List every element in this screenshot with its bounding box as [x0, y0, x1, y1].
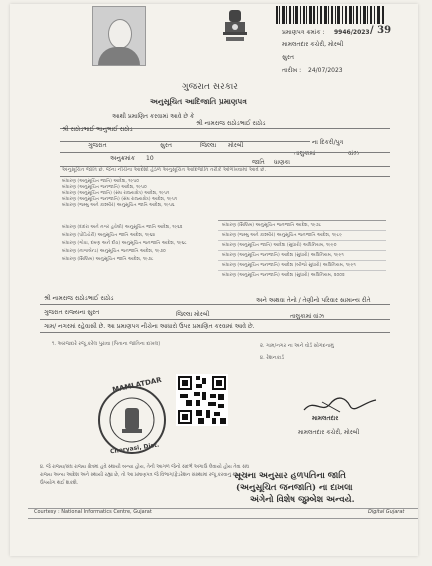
residence-district: જિલ્લા મોરબી — [176, 311, 210, 318]
order-item: બંધારણ (સિક્કિમ) અનુસૂચિત જનજાતિ આદેશ, ૧૯૭૮ — [222, 223, 322, 228]
serial-label: અનુક્રમાંક — [110, 155, 135, 162]
certificate-no: 9946/2023 — [334, 29, 370, 36]
issue-date: 24/07/2023 — [308, 67, 343, 74]
residence-state: ગુજરાત રાજ્યના સુરત — [44, 309, 100, 316]
footer-courtesy: Courtesy : National Informatics Centre, Gujarat — [34, 509, 152, 515]
taluka-label: તાલુકામાં — [294, 150, 316, 157]
page-mark: / 39 — [370, 25, 392, 36]
footnote-line: ઉપયોગ થઈ શકશે. — [40, 481, 79, 486]
order-item: બંધારણ (અનુસૂચિત જનજાતિ) આદેશ (સુધારો) અધિનિયમ, ૧૯૯૧ — [222, 253, 344, 258]
residence-taluka: તાલુકામાં વાંઝ — [290, 313, 325, 320]
order-note: અનુસૂચિત જાતિ છે. જેના નીચેના આદેશો હેઠળ અનુસૂચિત આદિજાતિ તરીકે ઓળખવામાં આવે છે. — [62, 167, 267, 173]
order-item: બંધારણ (ગોવા, દમણ અને દીવ) અનુસૂચિત જનજાતિ આદેશ, ૧૯૬૮ — [62, 241, 187, 246]
stamped-note: સૂચના અનુસાર હળપતિના જાતિ — [234, 471, 346, 481]
serial-field: 10 — [146, 155, 154, 162]
intro-text: આથી પ્રમાણિત કરવામાં આવે છે કે — [112, 113, 195, 120]
relative-name: શ્રી નામરાજ રાઠોડભાઈ રાઠોડ — [44, 295, 114, 302]
order-item: બંધારણ (પોંડિચેરી) અનુસૂચિત જાતિ આદેશ, ૧૯૬૪ — [62, 233, 156, 238]
order-item: બંધારણ (અનુસૂચિત જનજાતિ) આદેશ, ૧૯૫૦ — [62, 185, 147, 190]
office-name: મામલતદાર કચેરી, મોરબી — [282, 41, 344, 48]
relation-suffix: ના દિકરી/પુત્ર — [312, 139, 344, 146]
national-emblem-icon — [220, 8, 250, 44]
community-field: ધાણકા — [274, 159, 291, 166]
order-item: બંધારણ (નાગાલેન્ડ) અનુસૂચિત જનજાતિ આદેશ, ૧૯૭૦ — [62, 249, 166, 254]
stamped-note: અંગેનો વિશેષ જુમ્બેશ અન્વયે. — [250, 495, 355, 505]
rule — [60, 152, 390, 153]
basis-item: ૪. રેશનકાર્ડ — [260, 355, 284, 361]
table-rule — [218, 230, 386, 231]
district-label: જિલ્લા — [200, 142, 217, 149]
community-label: જાતિ — [252, 159, 265, 166]
order-item: બંધારણ (અનુસૂચિત જાતિ) આદેશ (સુધારો) અધિનિયમ, ૧૯૯૦ — [222, 243, 337, 248]
district-field: મોરબી — [228, 142, 244, 149]
state-field: ગુજરાત — [88, 142, 107, 149]
signatory-office: મામલતદાર કચેરી, મોરબી — [298, 429, 360, 436]
table-rule — [218, 270, 386, 271]
rule — [40, 319, 390, 320]
order-item: બંધારણ (અનુસૂચિત જનજાતિ) આદેશ (સુધારો) અધિનિયમ, ૨૦૦૨ — [222, 273, 345, 278]
applicant-name: શ્રી રાઠોડભાઈ ભાનુભાઈ રાઠોડ — [62, 126, 133, 133]
certificate-heading: અનુસૂચિત આદિજાતિ પ્રમાણપત્ર — [150, 97, 247, 106]
order-item: બંધારણ (અનુસૂચિત જાતિ) આદેશ, ૧૯૫૦ — [62, 179, 140, 184]
rule — [60, 176, 390, 177]
applicant-face — [108, 19, 132, 49]
footnote-line: ૪. જે રાજ્ય/સંઘ રાજ્ય ક્ષેત્રમાં હવે સ્થાયી બન્યા હોય, તેની આગળ જેનો સંદર્ભ અગાઉ લેવાયો હોય તેવા સંઘ — [40, 465, 250, 470]
order-item: બંધારણ (અનુસૂચિત જનજાતિ) (સંઘ રાજ્યક્ષેત્ર) આદેશ, ૧૯૫૧ — [62, 197, 178, 202]
rule — [40, 304, 390, 305]
footnote-line: રાજ્ય અન્ય આદેશ અને સ્થાયી રહ્યા છે, તો આ પ્રમાણપત્ર જે વિભાગ/ફેડરેશન સંસ્થામાં રજૂ કરવાનું થાય ત્યાં — [40, 473, 250, 478]
table-rule — [218, 250, 386, 251]
residence-note: ગામ/ નગરમાં રહેવાસી છે. આ પ્રમાણપત્ર નીચેના આધારો ઉપર પ્રમાણિત કરવામાં આવે છે. — [44, 323, 255, 330]
order-item: બંધારણ (અનુસૂચિત જનજાતિ) આદેશ (બીજો સુધારો) અધિનિયમ, ૧૯૯૧ — [222, 263, 356, 268]
applicant-shoulders — [98, 47, 140, 65]
stamp-bottom-text: Choryasi, Dist. — [109, 441, 160, 456]
rule — [40, 332, 390, 333]
place-field: સુરત — [160, 142, 172, 149]
table-rule — [218, 240, 386, 241]
basis-item: ૨. ગામ/નગર ના અને વોર્ડ સોગંદનામું — [260, 343, 334, 349]
signatory-designation: મામલતદાર — [312, 415, 339, 422]
certificate-no-label: પ્રમાણપત્ર ક્રમાંક : — [282, 29, 325, 36]
order-item: બંધારણ (જમ્મુ અને કાશ્મીર) અનુસૂચિત જાતિ આદેશ, ૧૯૫૬ — [62, 203, 175, 208]
stamped-note: (અનુસૂચિત જનજાતિ) ના દાખલા — [236, 483, 353, 493]
father-name: શ્રી નામરાજ રાઠોડભાઈ રાઠોડ — [196, 120, 266, 127]
date-label: તારીખ : — [282, 67, 302, 74]
order-item: બંધારણ (દાદરા અને નગર હવેલી) અનુસૂચિત જાતિ આદેશ, ૧૯૬૨ — [62, 225, 183, 230]
relative-suffix: અને અથવા તેનો / તેણીનો પરિવાર સામાન્ય રીતે — [256, 297, 371, 304]
order-item: બંધારણ (સિક્કિમ) અનુસૂચિત જાતિ આદેશ, ૧૯૭૮ — [62, 257, 154, 262]
qr-code — [176, 374, 228, 426]
applicant-photo — [92, 6, 146, 66]
stamp-ring-text: MAMLATDAR — [111, 375, 163, 395]
orders-list-right — [218, 220, 386, 279]
place: સુરત — [282, 54, 294, 61]
taluka-field: વાંઝ — [348, 150, 359, 157]
order-item: બંધારણ (અનુસૂચિત જાતિ) (સંઘ રાજ્યક્ષેત્ર) આદેશ, ૧૯૫૧ — [62, 191, 170, 196]
barcode — [276, 6, 386, 24]
government-title: ગુજરાત સરકાર — [182, 82, 238, 92]
table-rule — [218, 260, 386, 261]
basis-item: ૧. અરજદારે રજૂ કરેલ પુરાવા (પિતાના જાતિના દાખલ) — [52, 341, 161, 347]
order-item: બંધારણ (જમ્મુ અને કાશ્મીર) અનુસૂચિત જનજાતિ આદેશ, ૧૯૮૯ — [222, 233, 343, 238]
signature — [300, 394, 380, 416]
footer-brand: Digital Gujarat — [368, 509, 405, 515]
